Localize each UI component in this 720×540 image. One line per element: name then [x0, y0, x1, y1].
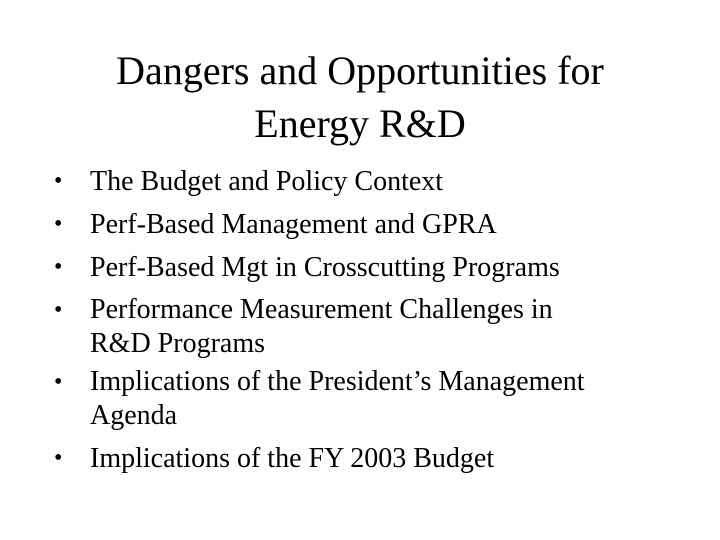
bullet-item [54, 160, 674, 203]
bullet-text: Implications of the FY 2003 Budget [90, 443, 495, 474]
bullet-item [54, 246, 674, 289]
bullet-text-continuation: R&D Programs [90, 328, 265, 359]
bullet-icon: • [54, 168, 63, 194]
bullet-item [54, 293, 674, 361]
bullet-icon: • [54, 369, 63, 395]
bullet-text: The Budget and Policy Context [90, 166, 444, 197]
bullet-item [54, 365, 674, 433]
slide-title-line-1: Dangers and Opportunities for [116, 48, 604, 93]
bullet-icon: • [54, 445, 63, 471]
bullet-item [54, 203, 674, 246]
slide-title [36, 44, 684, 150]
bullet-icon: • [54, 254, 63, 280]
bullet-text: Perf-Based Mgt in Crosscutting Programs [90, 252, 560, 283]
bullet-text: Performance Measurement Challenges in [90, 294, 553, 325]
slide-title-line-2: Energy R&D [254, 101, 466, 146]
bullet-text-continuation: Agenda [90, 400, 178, 431]
bullet-text: Implications of the President’s Management [90, 366, 585, 397]
bullet-icon: • [54, 211, 63, 237]
bullet-list [54, 160, 674, 480]
bullet-icon: • [54, 297, 63, 323]
bullet-item [54, 437, 674, 480]
bullet-text: Perf-Based Management and GPRA [90, 209, 497, 240]
